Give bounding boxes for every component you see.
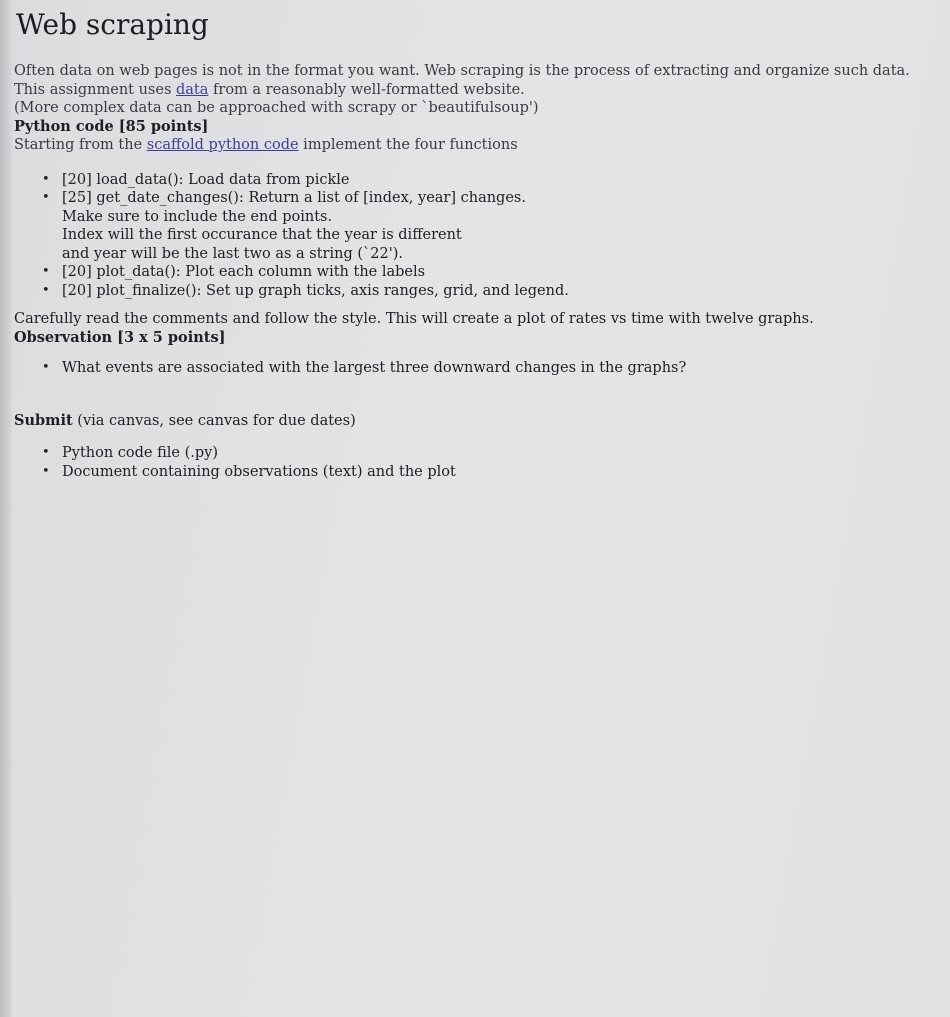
bullet-icon: • (42, 264, 50, 279)
observation-heading: Observation [3 x 5 points] (14, 328, 226, 346)
submit-list (40, 444, 934, 481)
submit-line (14, 412, 934, 431)
function-plot-data: [20] plot_data(): Plot each column with the labels (62, 264, 426, 280)
function-note-line: Index will the first occurance that the year is different (62, 227, 462, 243)
carefully-read-text: Carefully read the comments and follow the style. This will create a plot of rates vs time with twelve graphs. (14, 311, 814, 327)
assignment-body (14, 62, 934, 481)
submit-details: (via canvas, see canvas for due dates) (72, 412, 356, 429)
observation-list (40, 359, 934, 378)
list-item (40, 282, 934, 301)
function-note-line: and year will be the last two as a string (`22'). (62, 245, 403, 262)
bullet-icon: • (42, 445, 50, 460)
bullet-icon: • (42, 360, 50, 375)
data-link[interactable]: data (176, 81, 209, 98)
list-item (40, 189, 934, 263)
function-get-date-changes: [25] get_date_changes(): Return a list of [index, year] changes. (62, 190, 526, 206)
list-item (40, 359, 934, 378)
intro-line-3: (More complex data can be approached with scrapy or `beautifulsoup') (14, 100, 539, 116)
submit-label: Submit (14, 411, 73, 429)
list-item (40, 171, 934, 190)
starting-line (14, 136, 934, 155)
page-title: Web scraping (16, 8, 209, 41)
scaffold-code-link[interactable]: scaffold python code (146, 137, 299, 153)
list-item (40, 444, 934, 463)
list-item (40, 263, 934, 282)
function-note-line: Make sure to include the end points. (62, 208, 333, 225)
starting-after: implement the four functions (298, 137, 518, 153)
bullet-icon: • (42, 171, 50, 187)
intro-line-2 (14, 81, 934, 100)
submit-item-python-file: Python code file (.py) (62, 445, 219, 461)
python-code-heading: Python code [85 points] (14, 117, 209, 135)
observation-question: What events are associated with the largest three downward changes in the graphs? (62, 360, 687, 376)
intro-line-2-after: from a reasonably well-formatted website. (208, 81, 525, 98)
bullet-icon: • (42, 282, 50, 298)
starting-before: Starting from the (14, 137, 147, 153)
window-edge (0, 0, 12, 1017)
submit-item-document: Document containing observations (text) and the plot (62, 463, 456, 480)
bullet-icon: • (42, 463, 50, 479)
function-list (40, 171, 934, 301)
function-load-data: [20] load_data(): Load data from pickle (62, 171, 350, 188)
list-item (40, 463, 934, 482)
function-plot-finalize: [20] plot_finalize(): Set up graph ticks, axis ranges, grid, and legend. (62, 282, 569, 299)
intro-line-2-before: This assignment uses (14, 81, 176, 98)
bullet-icon: • (42, 190, 50, 205)
intro-line-1: Often data on web pages is not in the format you want. Web scraping is the process of extracting and organize such data. (14, 63, 910, 79)
